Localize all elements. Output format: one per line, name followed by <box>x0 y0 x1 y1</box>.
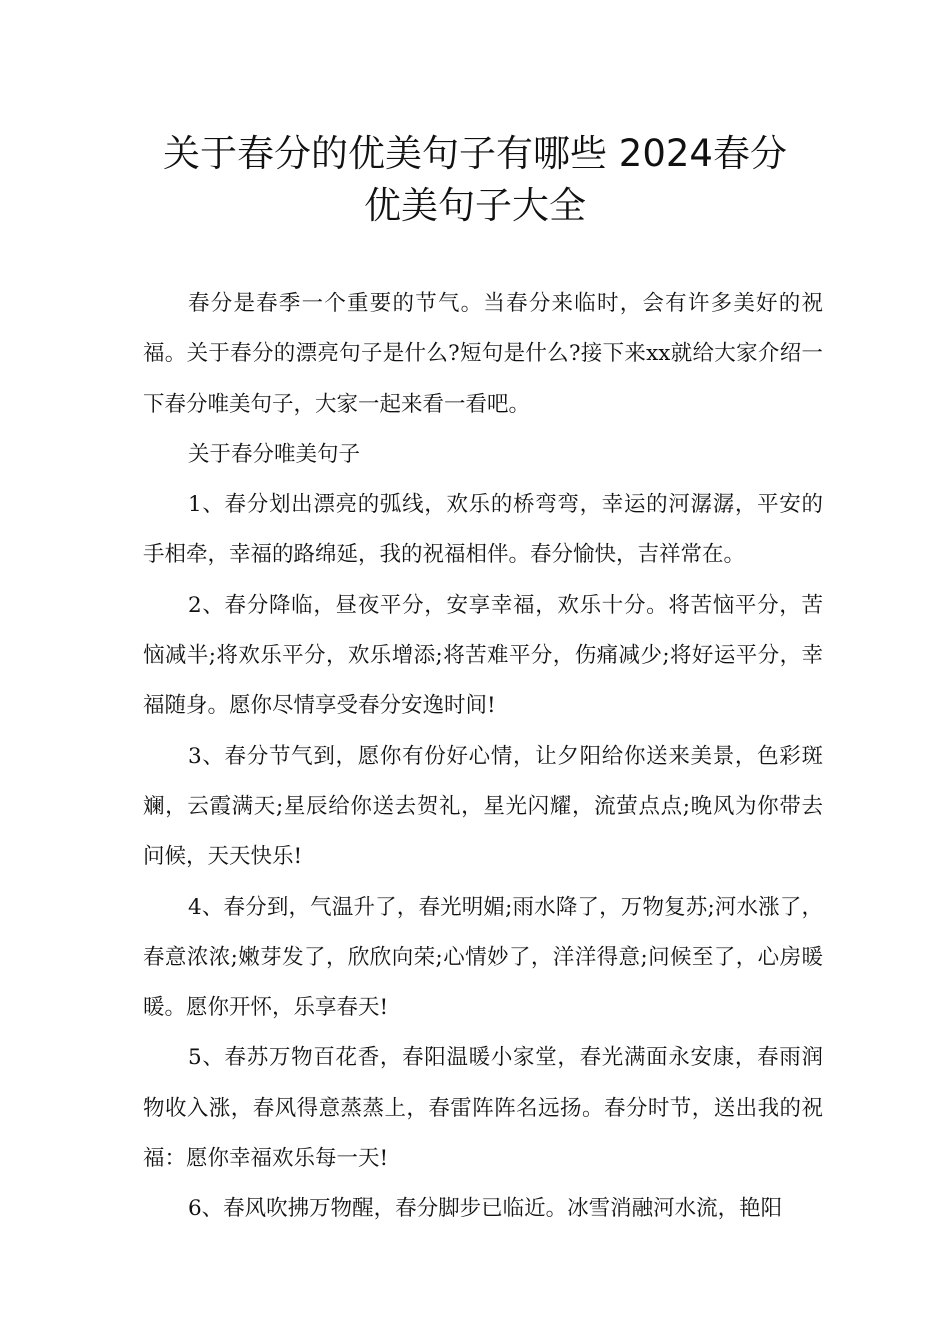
document-title <box>120 128 830 232</box>
paragraph-item-3: 3、春分节气到，愿你有份好心情，让夕阳给你送来美景，色彩斑斓，云霞满天;星辰给你送去贺礼，星光闪耀，流萤点点;晚风为你带去问候，天天快乐! <box>143 743 823 870</box>
title-line-1: 关于春分的优美句子有哪些 2024春分 <box>163 132 787 175</box>
paragraph-intro: 春分是春季一个重要的节气。当春分来临时，会有许多美好的祝福。关于春分的漂亮句子是什么?短句是什么?接下来xx就给大家介绍一下春分唯美句子，大家一起来看一看吧。 <box>143 291 823 417</box>
paragraph-item-1: 1、春分划出漂亮的弧线，欢乐的桥弯弯，幸运的河潺潺，平安的手相牵，幸福的路绵延，我的祝福相伴。春分愉快，吉祥常在。 <box>143 492 823 568</box>
paragraph-item-5: 5、春苏万物百花香，春阳温暖小家堂，春光满面永安康，春雨润物收入涨，春风得意蒸蒸上，春雷阵阵名远扬。春分时节，送出我的祝福：愿你幸福欢乐每一天! <box>143 1045 823 1172</box>
title-line-2: 优美句子大全 <box>364 184 586 227</box>
section-heading: 关于春分唯美句子 <box>188 441 361 467</box>
document-body <box>143 279 823 1235</box>
paragraph-item-6: 6、春风吹拂万物醒，春分脚步已临近。冰雪消融河水流，艳阳 <box>188 1196 783 1222</box>
paragraph-item-2: 2、春分降临，昼夜平分，安享幸福，欢乐十分。将苦恼平分，苦恼减半;将欢乐平分，欢乐增添;将苦难平分，伤痛减少;将好运平分，幸福随身。愿你尽情享受春分安逸时间! <box>143 592 823 719</box>
paragraph-item-4: 4、春分到，气温升了，春光明媚;雨水降了，万物复苏;河水涨了，春意浓浓;嫩芽发了，欣欣向荣;心情妙了，洋洋得意;问候至了，心房暖暖。愿你开怀，乐享春天! <box>143 894 823 1021</box>
